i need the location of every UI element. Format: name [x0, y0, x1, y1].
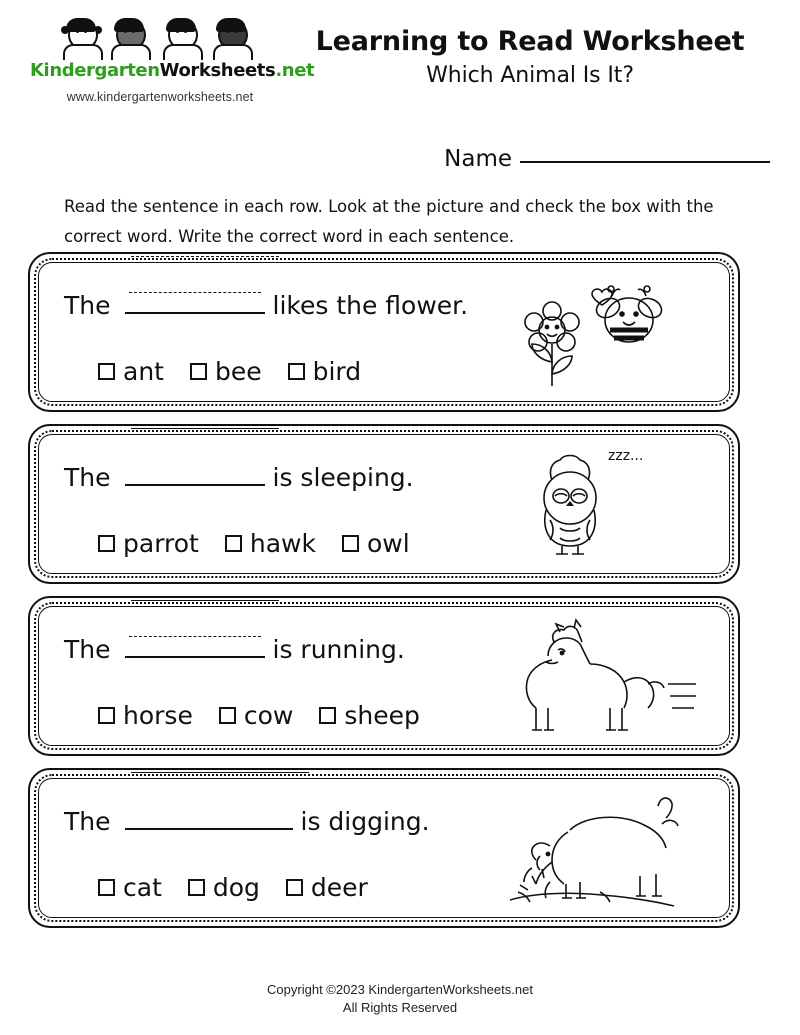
checkbox[interactable]	[219, 707, 236, 724]
site-url: www.kindergartenworksheets.net	[66, 90, 254, 104]
row-sentence	[64, 634, 405, 664]
logo-word-kindergarten: Kindergarten	[30, 60, 160, 81]
logo-word-tld: .net	[275, 60, 315, 81]
choice-label: hawk	[249, 529, 316, 558]
bee-and-flower-icon	[490, 266, 710, 398]
question-rows	[28, 252, 740, 940]
write-blank[interactable]	[125, 806, 293, 836]
write-blank[interactable]	[125, 290, 265, 320]
choice-option[interactable]	[98, 529, 199, 558]
choice-option[interactable]	[188, 873, 260, 902]
choice-label: parrot	[123, 529, 199, 558]
choice-option[interactable]	[219, 701, 294, 730]
digging-dog-icon	[490, 782, 710, 914]
logo-word-worksheets: Worksheets	[159, 60, 276, 81]
logo-wordmark	[30, 60, 315, 81]
page-title: Learning to Read Worksheet	[315, 26, 745, 57]
checkbox[interactable]	[342, 535, 359, 552]
checkbox[interactable]	[98, 535, 115, 552]
title-block	[290, 26, 770, 88]
choice-option[interactable]	[288, 357, 362, 386]
choice-option[interactable]	[98, 873, 162, 902]
svg-text:zzz...: zzz...	[608, 448, 644, 464]
sleeping-owl-icon	[490, 438, 710, 570]
choice-label: bird	[312, 357, 362, 386]
row-choices	[98, 529, 410, 558]
rights-text: All Rights Reserved	[342, 1000, 458, 1015]
name-label: Name	[444, 146, 512, 172]
name-field-row	[444, 146, 770, 172]
checkbox[interactable]	[286, 879, 303, 896]
kids-illustration-icon	[60, 18, 260, 60]
choice-label: ant	[123, 357, 164, 386]
sentence-start: The	[64, 807, 111, 836]
sentence-start: The	[64, 463, 111, 492]
choice-label: dog	[212, 873, 260, 902]
choice-label: deer	[310, 873, 368, 902]
checkbox[interactable]	[319, 707, 336, 724]
page-subtitle: Which Animal Is It?	[426, 63, 634, 88]
checkbox[interactable]	[98, 363, 115, 380]
sentence-start: The	[64, 291, 111, 320]
row-sentence	[64, 462, 414, 492]
choice-option[interactable]	[98, 357, 164, 386]
choice-label: cow	[243, 701, 294, 730]
name-input-line[interactable]	[520, 160, 770, 163]
site-logo[interactable]	[30, 18, 315, 104]
choice-option[interactable]	[342, 529, 410, 558]
write-blank[interactable]	[125, 462, 265, 492]
sentence-start: The	[64, 635, 111, 664]
sentence-end: is digging.	[300, 807, 430, 836]
choice-label: cat	[123, 873, 162, 902]
write-blank[interactable]	[125, 634, 265, 664]
choice-option[interactable]	[190, 357, 262, 386]
row-choices	[98, 357, 361, 386]
row-choices	[98, 701, 420, 730]
running-horse-icon	[490, 610, 710, 742]
checkbox[interactable]	[98, 707, 115, 724]
copyright-text: Copyright ©2023 KindergartenWorksheets.net	[267, 982, 533, 997]
choice-label: horse	[123, 701, 193, 730]
question-row	[28, 596, 740, 756]
choice-label: owl	[366, 529, 410, 558]
question-row	[28, 424, 740, 584]
question-row	[28, 768, 740, 928]
page-header	[0, 0, 800, 172]
checkbox[interactable]	[288, 363, 305, 380]
checkbox[interactable]	[98, 879, 115, 896]
choice-option[interactable]	[319, 701, 420, 730]
choice-option[interactable]	[225, 529, 316, 558]
row-sentence	[64, 806, 430, 836]
row-choices	[98, 873, 368, 902]
question-row	[28, 252, 740, 412]
page-footer	[0, 981, 800, 1017]
choice-label: sheep	[344, 701, 420, 730]
sentence-end: is running.	[272, 635, 405, 664]
checkbox[interactable]	[188, 879, 205, 896]
row-sentence	[64, 290, 468, 320]
sentence-end: is sleeping.	[272, 463, 414, 492]
choice-label: bee	[214, 357, 262, 386]
choice-option[interactable]	[286, 873, 368, 902]
checkbox[interactable]	[225, 535, 242, 552]
instructions-text: Read the sentence in each row. Look at the picture and check the box with the correct word. Write the correct word in each sentence.	[64, 197, 714, 246]
sentence-end: likes the flower.	[272, 291, 469, 320]
checkbox[interactable]	[190, 363, 207, 380]
choice-option[interactable]	[98, 701, 193, 730]
